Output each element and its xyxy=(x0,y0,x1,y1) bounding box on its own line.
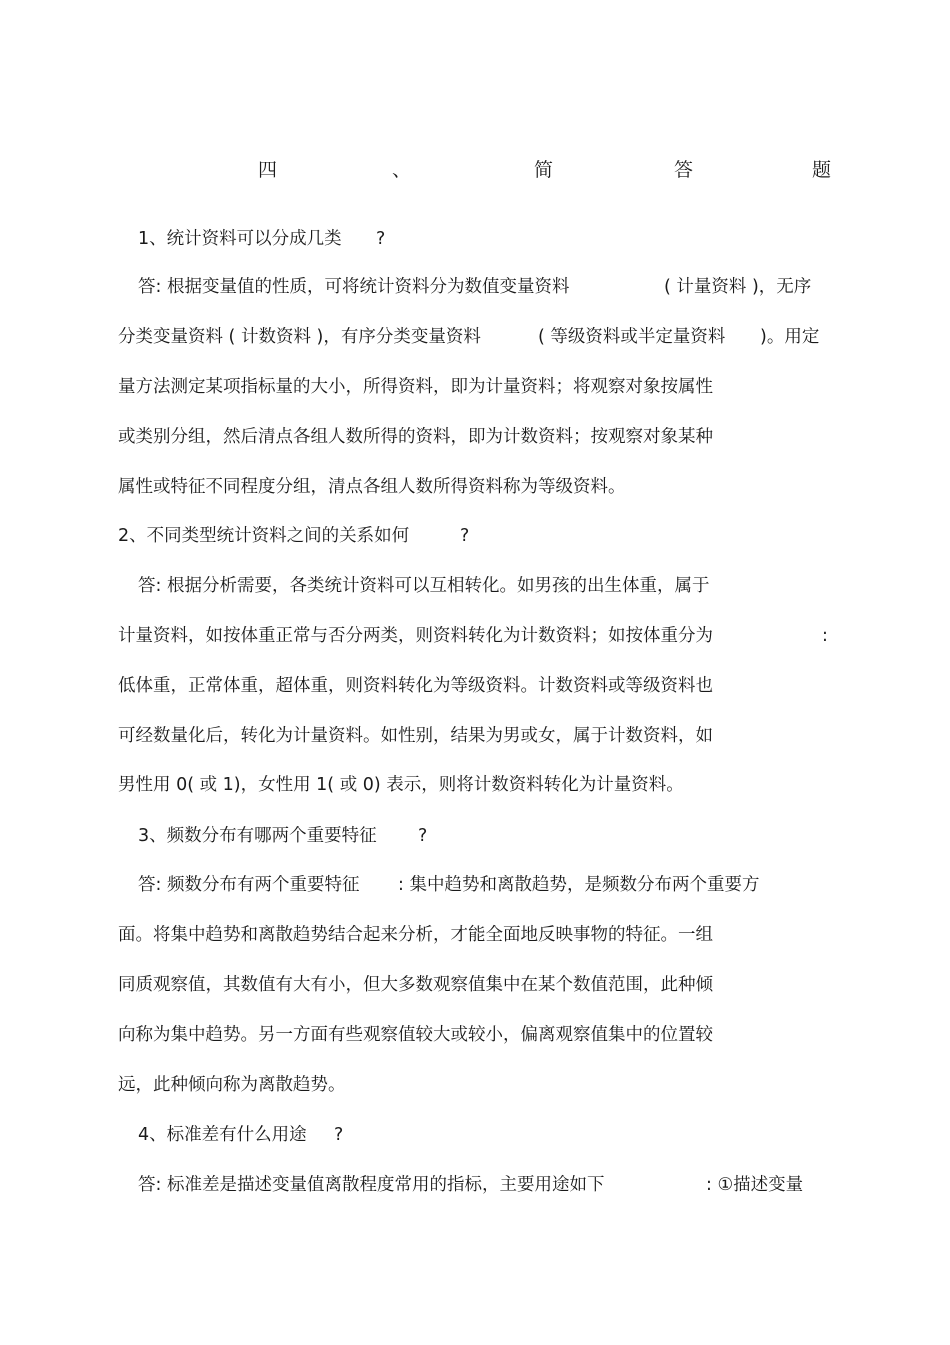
answer-text: 属性或特征不同程度分组，清点各组人数所得资料称为等级资料。 xyxy=(118,477,626,497)
answer-text: 答: 根据分析需要，各类统计资料可以互相转化。如男孩的出生体重，属于 xyxy=(138,576,710,596)
heading-char-5: 题 xyxy=(812,159,832,181)
question-text: 1、统计资料可以分成几类 xyxy=(138,229,342,249)
question-mark: ? xyxy=(334,1125,344,1145)
heading-char-4: 答 xyxy=(674,159,694,181)
heading-char-3: 简 xyxy=(534,159,554,181)
heading-char-2: 、 xyxy=(392,159,412,181)
answer-text: 面。将集中趋势和离散趋势结合起来分析，才能全面地反映事物的特征。一组 xyxy=(118,925,713,945)
answer-text: : ①描述变量 xyxy=(706,1175,804,1195)
answer-text: 答: 频数分布有两个重要特征 xyxy=(138,875,360,895)
answer-text: 向称为集中趋势。另一方面有些观察值较大或较小，偏离观察值集中的位置较 xyxy=(118,1025,713,1045)
answer-text: 可经数量化后，转化为计量资料。如性别，结果为男或女，属于计数资料，如 xyxy=(118,726,713,746)
answer-text: 远，此种倾向称为离散趋势。 xyxy=(118,1075,346,1095)
answer-text: : xyxy=(822,626,828,646)
heading-char-1: 四 xyxy=(258,159,278,181)
question-mark: ? xyxy=(418,826,428,846)
answer-text: 答: 标准差是描述变量值离散程度常用的指标，主要用途如下 xyxy=(138,1175,605,1195)
answer-text: 同质观察值，其数值有大有小，但大多数观察值集中在某个数值范围，此种倾 xyxy=(118,975,713,995)
question-text: 2、不同类型统计资料之间的关系如何 xyxy=(118,526,410,546)
question-text: 3、频数分布有哪两个重要特征 xyxy=(138,826,377,846)
answer-text: : 集中趋势和离散趋势，是频数分布两个重要方 xyxy=(398,875,760,895)
question-mark: ? xyxy=(376,229,386,249)
question-text: 4、标准差有什么用途 xyxy=(138,1125,307,1145)
answer-text: ( 计量资料 )，无序 xyxy=(664,277,812,297)
answer-text: ( 等级资料或半定量资料 xyxy=(538,327,726,347)
answer-text: 量方法测定某项指标量的大小，所得资料，即为计量资料；将观察对象按属性 xyxy=(118,377,713,397)
answer-text: 低体重，正常体重，超体重，则资料转化为等级资料。计数资料或等级资料也 xyxy=(118,676,713,696)
answer-text: 分类变量资料 ( 计数资料 )，有序分类变量资料 xyxy=(118,327,481,347)
question-mark: ? xyxy=(460,526,470,546)
answer-text: 答: 根据变量值的性质，可将统计资料分为数值变量资料 xyxy=(138,277,570,297)
answer-text: 或类别分组，然后清点各组人数所得的资料，即为计数资料；按观察对象某种 xyxy=(118,427,713,447)
answer-text: )。用定 xyxy=(760,327,820,347)
answer-text: 计量资料，如按体重正常与否分两类，则资料转化为计数资料；如按体重分为 xyxy=(118,626,713,646)
answer-text: 男性用 0( 或 1)，女性用 1( 或 0) 表示，则将计数资料转化为计量资料。 xyxy=(118,775,684,795)
